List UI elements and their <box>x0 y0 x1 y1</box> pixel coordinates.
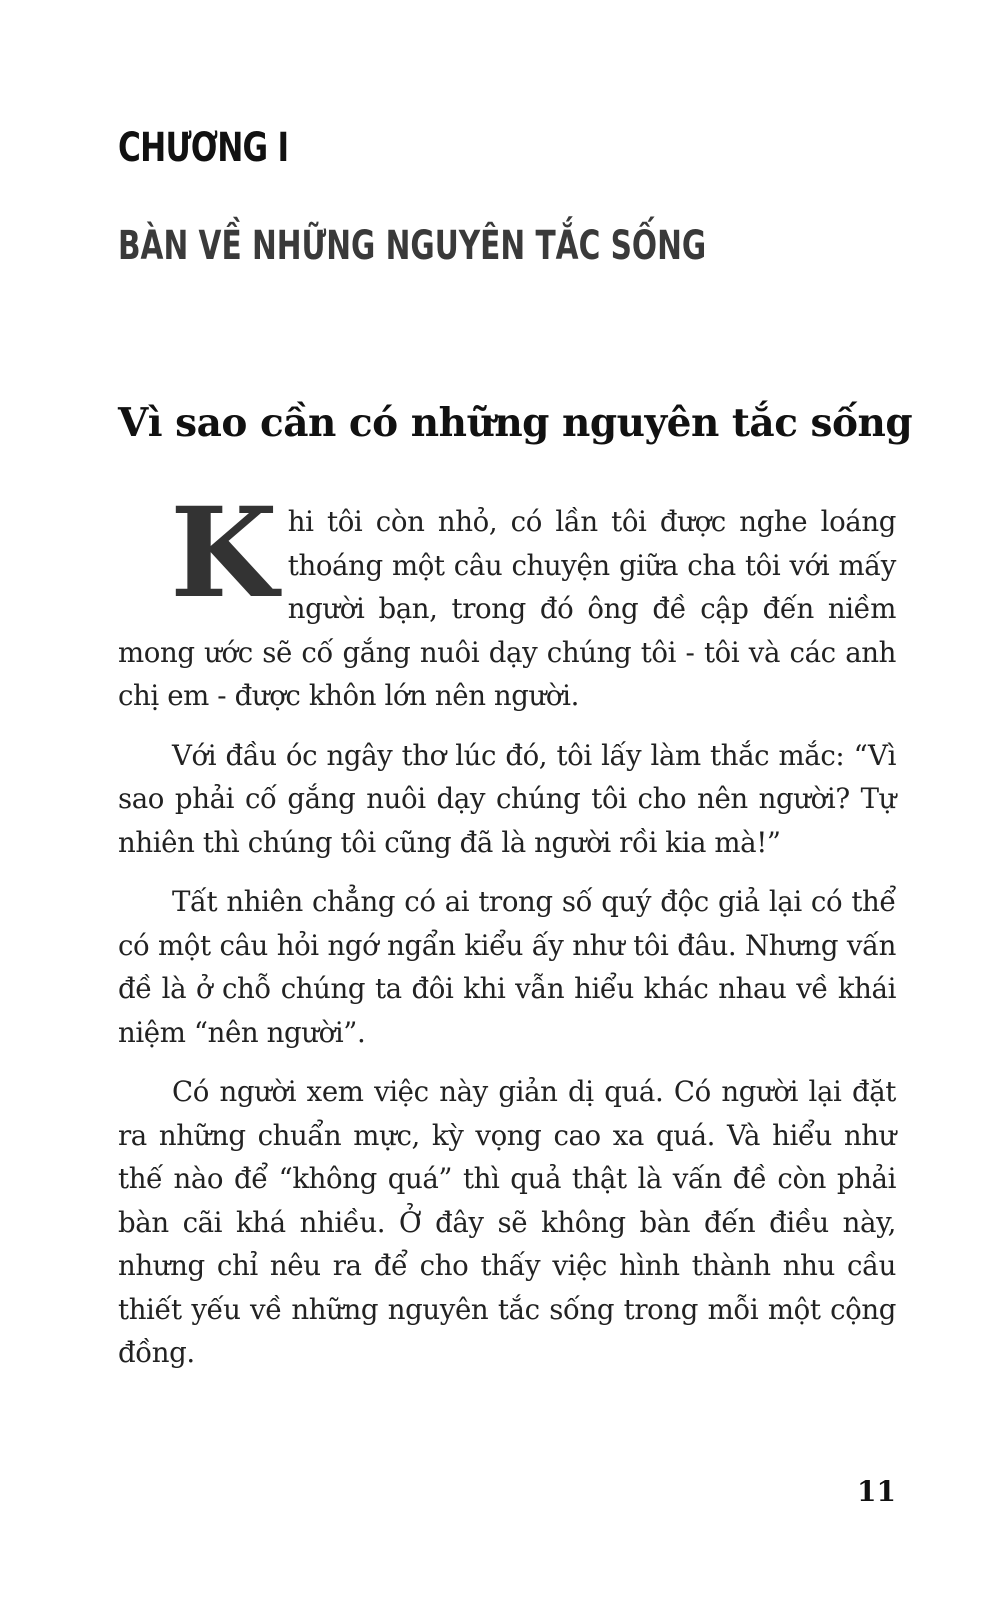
paragraph-1-text: hi tôi còn nhỏ, có lần tôi được nghe loáng thoáng một câu chuyện giữa cha tôi với mấy người bạn, trong đó ông đề cập đến niềm mong ước sẽ cố gắng nuôi dạy chúng tôi - tôi và các anh chị em - được khôn lớn nên người. <box>118 505 896 712</box>
page-number: 11 <box>857 1475 896 1508</box>
section-heading: Vì sao cần có những nguyên tắc sống <box>118 400 913 446</box>
chapter-title: BÀN VỀ NHỮNG NGUYÊN TẮC SỐNG <box>118 223 707 269</box>
paragraph-2: Với đầu óc ngây thơ lúc đó, tôi lấy làm thắc mắc: “Vì sao phải cố gắng nuôi dạy chúng tôi cho nên người? Tự nhiên thì chúng tôi cũng đã là người rồi kia mà!” <box>118 738 896 859</box>
paragraph-1 <box>118 481 896 718</box>
paragraph-3: Tất nhiên chẳng có ai trong số quý độc giả lại có thể có một câu hỏi ngớ ngẩn kiểu ấy như tôi đâu. Nhưng vấn đề là ở chỗ chúng ta đôi khi vẫn hiểu khác nhau về khái niệm “nên người”. <box>118 885 896 1049</box>
drop-cap: K <box>170 481 278 626</box>
paragraph-4: Có người xem việc này giản dị quá. Có người lại đặt ra những chuẩn mực, kỳ vọng cao xa quá. Và hiểu như thế nào để “không quá” thì quả thật là vấn đề còn phải bàn cãi khá nhiều. Ở đây sẽ không bàn đến điều này, nhưng chỉ nêu ra để cho thấy việc hình thành nhu cầu thiết yếu về những nguyên tắc sống trong mỗi một cộng đồng. <box>118 1075 896 1369</box>
chapter-label: CHƯƠNG I <box>118 125 289 171</box>
body-text <box>118 481 896 1391</box>
